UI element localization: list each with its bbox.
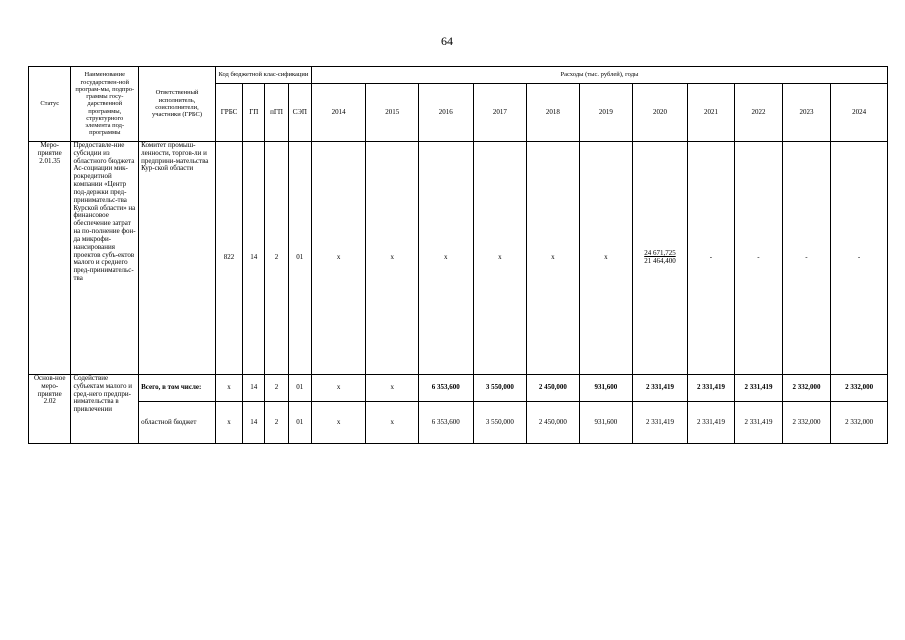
- row-value: x: [527, 142, 580, 375]
- table-row: [29, 375, 888, 402]
- header-year: 2019: [579, 84, 633, 142]
- row-value: 2 332,000: [831, 402, 888, 444]
- row-gp: 14: [243, 142, 265, 375]
- header-year: 2014: [311, 84, 366, 142]
- row-value: 2 332,000: [782, 402, 831, 444]
- row-value: 2 450,000: [527, 375, 580, 402]
- row-responsible: Комитет промыш-ленности, торгов-ли и предприни-мательства Кур-ской области: [139, 142, 216, 375]
- row-value: 2 331,419: [735, 402, 782, 444]
- header-status: Статус: [29, 67, 71, 142]
- row-value: 2 450,000: [527, 402, 580, 444]
- header-year: 2024: [831, 84, 888, 142]
- row-value: x: [418, 142, 473, 375]
- header-year: 2016: [418, 84, 473, 142]
- row-value: x: [366, 142, 419, 375]
- header-name: Наименование государствен-ной програм-мы, подпро-граммы госу-дарственной программы, структурного элемента под-программы: [71, 67, 139, 142]
- row-value: 2 331,419: [687, 402, 734, 444]
- row-value: 6 353,600: [418, 375, 473, 402]
- row-gp: 14: [243, 402, 265, 444]
- header-year: 2015: [366, 84, 419, 142]
- header-year: 2018: [527, 84, 580, 142]
- header-year: 2023: [782, 84, 831, 142]
- row-value: -: [687, 142, 734, 375]
- header-year: 2017: [473, 84, 527, 142]
- row-value: 2 331,419: [633, 375, 688, 402]
- header-year: 2020: [633, 84, 688, 142]
- header-code-gp: ГП: [243, 84, 265, 142]
- page-number: 64: [441, 34, 453, 48]
- header-responsible: Ответственный исполнитель, соисполнители, участники (ГРБС): [139, 67, 216, 142]
- row-value: x: [366, 402, 419, 444]
- row-sep: 01: [288, 142, 311, 375]
- row-value: -: [782, 142, 831, 375]
- row-value: x: [311, 142, 366, 375]
- row-value: 2 331,419: [687, 375, 734, 402]
- row-name: Содействие субъектам малого и сред-него предпри-нимательства в привлечении: [71, 375, 139, 444]
- row-name: Предоставле-ние субсидии из областного бюджета Ас-социации мик-рокредитной компании «Центр под-держки пред-принимательс-тва Курской области» на финансовое обеспечение затрат на по-полнение фон-да микрофи-нансирования проектов субъ-ектов малого и среднего пред-принимательс-тва: [71, 142, 139, 375]
- row-grbs: x: [215, 375, 242, 402]
- row-value: x: [366, 375, 419, 402]
- row-value: -: [735, 142, 782, 375]
- header-budget-code: Код бюджетной клас-сификации: [215, 67, 311, 84]
- row-gp: 14: [243, 375, 265, 402]
- value-2020-top: 24 671,725: [644, 249, 676, 258]
- row-grbs: 822: [215, 142, 242, 375]
- header-row-1: [29, 67, 888, 84]
- row-sep: 01: [288, 375, 311, 402]
- header-code-sep: СЭП: [288, 84, 311, 142]
- row-grbs: x: [215, 402, 242, 444]
- row-value: 931,600: [579, 375, 633, 402]
- table-row: [29, 142, 888, 375]
- row-pgp: 2: [265, 402, 288, 444]
- header-expenses: Расходы (тыс. рублей), годы: [311, 67, 887, 84]
- row-value: 3 550,000: [473, 402, 527, 444]
- row-responsible: Всего, в том числе:: [139, 375, 216, 402]
- header-year: 2022: [735, 84, 782, 142]
- row-pgp: 2: [265, 142, 288, 375]
- row-value: x: [311, 375, 366, 402]
- row-value: -: [831, 142, 888, 375]
- header-code-grbs: ГРБС: [215, 84, 242, 142]
- row-value: x: [473, 142, 527, 375]
- row-value: x: [579, 142, 633, 375]
- row-value: 2 331,419: [633, 402, 688, 444]
- header-year: 2021: [687, 84, 734, 142]
- row-value: 2 332,000: [831, 375, 888, 402]
- row-value: 931,600: [579, 402, 633, 444]
- row-status: Меро-приятие 2.01.35: [29, 142, 71, 375]
- table-row: [29, 402, 888, 444]
- expenses-table: [28, 66, 888, 444]
- row-status: Основ-ное меро-приятие 2.02: [29, 375, 71, 444]
- row-value: 3 550,000: [473, 375, 527, 402]
- value-2020-bottom: 21 464,400: [644, 257, 676, 265]
- row-sep: 01: [288, 402, 311, 444]
- row-value: x: [311, 402, 366, 444]
- row-value: 2 332,000: [782, 375, 831, 402]
- row-responsible: областной бюджет: [139, 402, 216, 444]
- row-value: 6 353,600: [418, 402, 473, 444]
- row-value: 2 331,419: [735, 375, 782, 402]
- row-pgp: 2: [265, 375, 288, 402]
- row-value-2020: [633, 142, 688, 375]
- header-code-pgp: пГП: [265, 84, 288, 142]
